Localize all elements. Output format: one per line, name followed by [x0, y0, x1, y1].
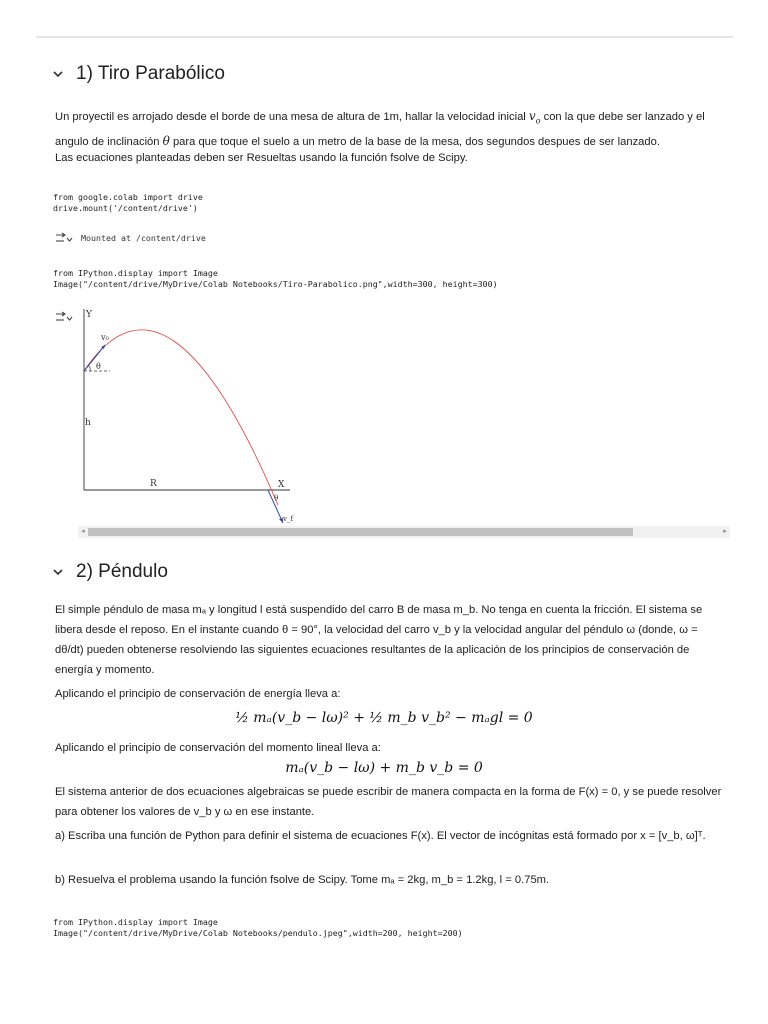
- task-a: a) Escriba una función de Python para definir el sistema de ecuaciones F(x). El vector de incógnitas está formado por x = [v_b, ω]ᵀ.: [55, 830, 706, 842]
- scrollbar-thumb[interactable]: [88, 528, 633, 536]
- section-heading-tiro[interactable]: [50, 63, 225, 85]
- horizontal-scrollbar[interactable]: [78, 526, 730, 538]
- scroll-right-icon[interactable]: ▸: [723, 528, 727, 535]
- cell-divider: [36, 36, 733, 38]
- arrowhead: [101, 345, 105, 349]
- initial-velocity-vector: [84, 345, 105, 371]
- math-v0: $v_o$: [528, 109, 541, 126]
- v0-label: v₀: [101, 333, 109, 342]
- chevron-down-icon[interactable]: [50, 564, 66, 580]
- system-description: El sistema anterior de dos ecuaciones algebraicas se puede escribir de manera compacta en la forma de F(x) = 0, y se puede resolver para obtener los valores de v_b y ω en ese instante.: [55, 786, 722, 818]
- momentum-intro: Aplicando el principio de conservación del momento lineal lleva a:: [55, 742, 381, 754]
- code-cell-drive[interactable]: from google.colab import drive drive.mount('/content/drive'): [53, 192, 203, 213]
- momentum-equation: mₐ(v_b − lω) + m_b v_b = 0: [285, 760, 483, 776]
- vf-label: v_f: [283, 515, 294, 523]
- cell-output-text: Mounted at /content/drive: [81, 233, 206, 243]
- section-title: 2) Péndulo: [76, 561, 168, 582]
- code-cell-image-tiro[interactable]: from IPython.display import Image Image("/content/drive/MyDrive/Colab Notebooks/Tiro-Parabolico.png",width=300, height=300): [53, 268, 498, 289]
- math-theta: θ: [162, 134, 170, 149]
- theta-label: θ: [96, 362, 101, 371]
- height-label: h: [85, 418, 91, 428]
- fsolve-note: Las ecuaciones planteadas deben ser Resueltas usando la función fsolve de Scipy.: [55, 152, 468, 164]
- range-label: R: [150, 479, 157, 489]
- output-toggle-icon[interactable]: [55, 311, 73, 323]
- section-heading-pendulo[interactable]: [50, 561, 168, 583]
- scroll-left-icon[interactable]: ◂: [81, 528, 85, 535]
- task-b: b) Resuelva el problema usando la función fsolve de Scipy. Tome mₐ = 2kg, m_b = 1.2kg, l = 0.75m.: [55, 874, 550, 886]
- section-title: 1) Tiro Parabólico: [76, 63, 225, 84]
- projectile-figure: [78, 305, 308, 527]
- code-cell-image-pendulo[interactable]: from IPython.display import Image Image("/content/drive/MyDrive/Colab Notebooks/pendulo.jpeg",width=200, height=200): [53, 917, 463, 938]
- pendulum-statement: El simple péndulo de masa mₐ y longitud l está suspendido del carro B de masa m_b. No tenga en cuenta la fricción. El sistema se libera desde el reposo. En el instante cuando θ = 90°, la velocidad del carro v_b y la velocidad angular del péndulo ω (donde, ω = dθ/dt) pueden obtenerse resolviendo las siguientes ecuaciones resultantes de la aplicación de los principios de conservación de energía y momento.: [55, 604, 703, 676]
- x-axis-label: X: [278, 480, 285, 490]
- energy-equation: ½ mₐ(v_b − lω)² + ½ m_b v_b² − mₐgl = 0: [235, 710, 533, 726]
- energy-intro: Aplicando el principio de conservación de energía lleva a:: [55, 688, 341, 700]
- trajectory-curve: [84, 330, 278, 505]
- problem-statement: Un proyectil es arrojado desde el borde de una mesa de altura de 1m, hallar la velocidad inicial $v_o$ con la que debe ser lanzado y el angulo de inclinación θ para que toque el suelo a un metro de la base de la mesa, dos segundos despues de ser lanzado.: [55, 109, 705, 149]
- theta-final-label: θ: [274, 494, 279, 502]
- output-toggle-icon[interactable]: [55, 232, 73, 244]
- chevron-down-icon[interactable]: [50, 66, 66, 82]
- y-axis-label: Y: [86, 310, 92, 320]
